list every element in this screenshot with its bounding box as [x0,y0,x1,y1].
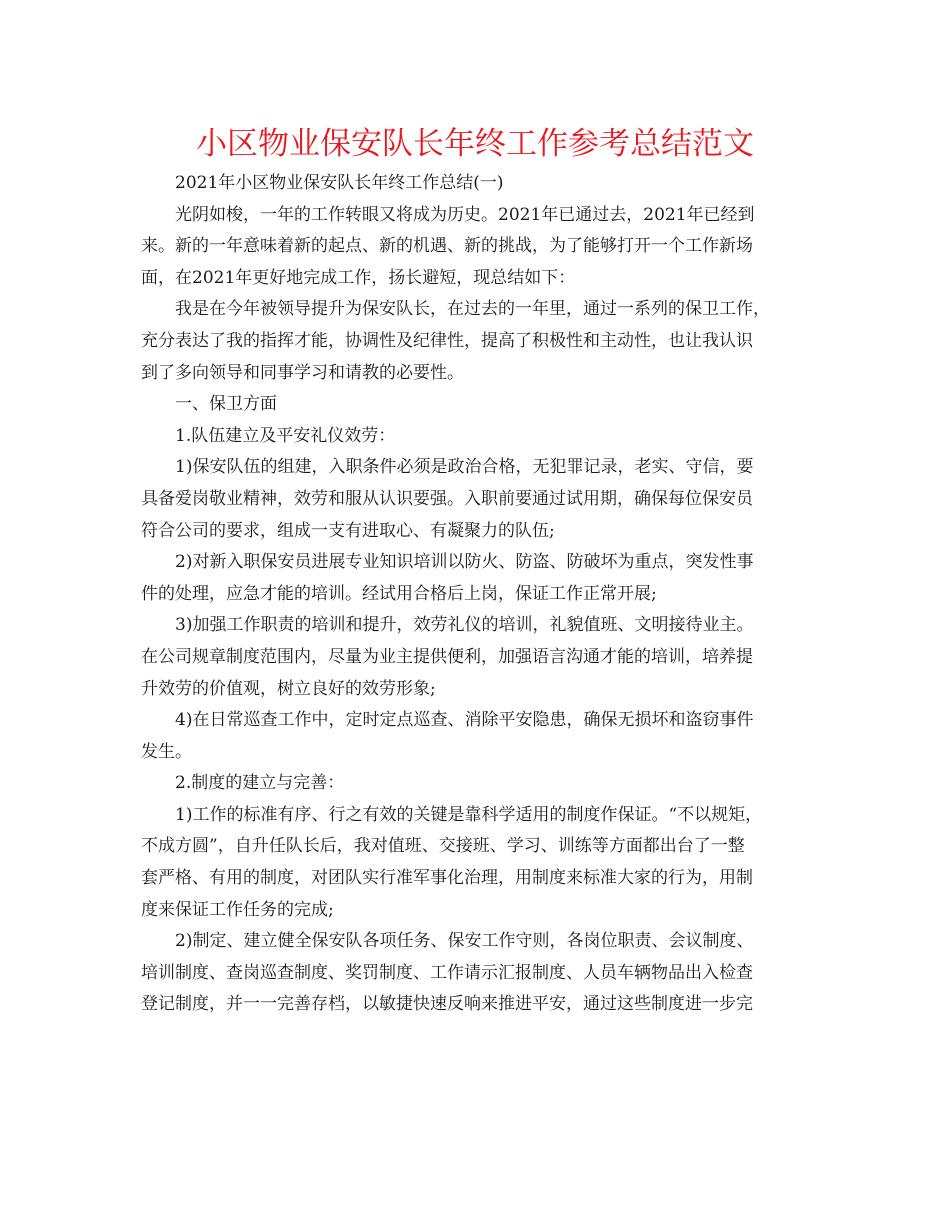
paragraph-line: 2)制定、建立健全保安队各项任务、保安工作守则，各岗位职责、会议制度、 [175,931,754,952]
section-subtitle: 2021年小区物业保安队长年终工作总结(一) [175,173,504,193]
paragraph-line: 发生。 [141,741,192,762]
subsection-heading: 1.队伍建立及平安礼仪效劳： [175,425,396,446]
paragraph-line: 光阴如梭，一年的工作转眼又将成为历史。2021年已通过去，2021年已经到 [175,204,755,225]
paragraph-line: 1)保安队伍的组建，入职条件必须是政治合格，无犯罪记录，老实、守信，要 [175,457,754,478]
paragraph-line: 在公司规章制度范围内，尽量为业主提供便利，加强语言沟通才能的培训，培养提 [141,646,753,667]
document-body [141,168,813,1021]
paragraph-line: 面，在2021年更好地完成工作，扬长避短，现总结如下： [141,267,576,288]
paragraph-line: 1)工作的标准有序、行之有效的关键是靠科学适用的制度作保证。“不以规矩， [175,804,763,825]
paragraph-line: 4)在日常巡查工作中，定时定点巡查、消除平安隐患，确保无损坏和盗窃事件 [175,710,754,731]
paragraph-line: 不成方圆”，自升任队长后，我对值班、交接班、学习、训练等方面都出台了一整 [141,836,745,857]
paragraph-line: 充分表达了我的指挥才能，协调性及纪律性，提高了积极性和主动性，也让我认识 [141,330,753,351]
paragraph-line: 件的处理，应急才能的培训。经试用合格后上岗，保证工作正常开展; [141,583,657,604]
paragraph-line: 度来保证工作任务的完成; [141,899,334,920]
paragraph-line: 来。新的一年意味着新的起点、新的机遇、新的挑战，为了能够打开一个工作新场 [141,236,753,257]
paragraph-line: 套严格、有用的制度，对团队实行准军事化治理，用制度来标准大家的行为，用制 [141,868,753,889]
paragraph-line: 符合公司的要求，组成一支有进取心、有凝聚力的队伍; [141,520,555,541]
paragraph-line: 到了多向领导和同事学习和请教的必要性。 [141,362,464,383]
paragraph-line: 培训制度、查岗巡查制度、奖罚制度、工作请示汇报制度、人员车辆物品出入检查 [141,962,753,983]
paragraph-line: 2)对新入职保安员进展专业知识培训以防火、防盗、防破坏为重点，突发性事 [175,552,754,573]
paragraph-line: 3)加强工作职责的培训和提升，效劳礼仪的培训，礼貌值班、文明接待业主。 [175,615,754,636]
paragraph-line: 登记制度，并一一完善存档，以敏捷快速反响来推进平安，通过这些制度进一步完 [141,994,753,1015]
section-heading: 一、保卫方面 [175,394,277,415]
document-title: 小区物业保安队长年终工作参考总结范文 [196,126,754,162]
paragraph-line: 升效劳的价值观，树立良好的效劳形象; [141,678,436,699]
paragraph-line: 具备爱岗敬业精神，效劳和服从认识要强。入职前要通过试用期，确保每位保安员 [141,488,753,509]
subsection-heading: 2.制度的建立与完善： [175,773,345,794]
paragraph-line: 我是在今年被领导提升为保安队长，在过去的一年里，通过一系列的保卫工作， [175,299,770,320]
